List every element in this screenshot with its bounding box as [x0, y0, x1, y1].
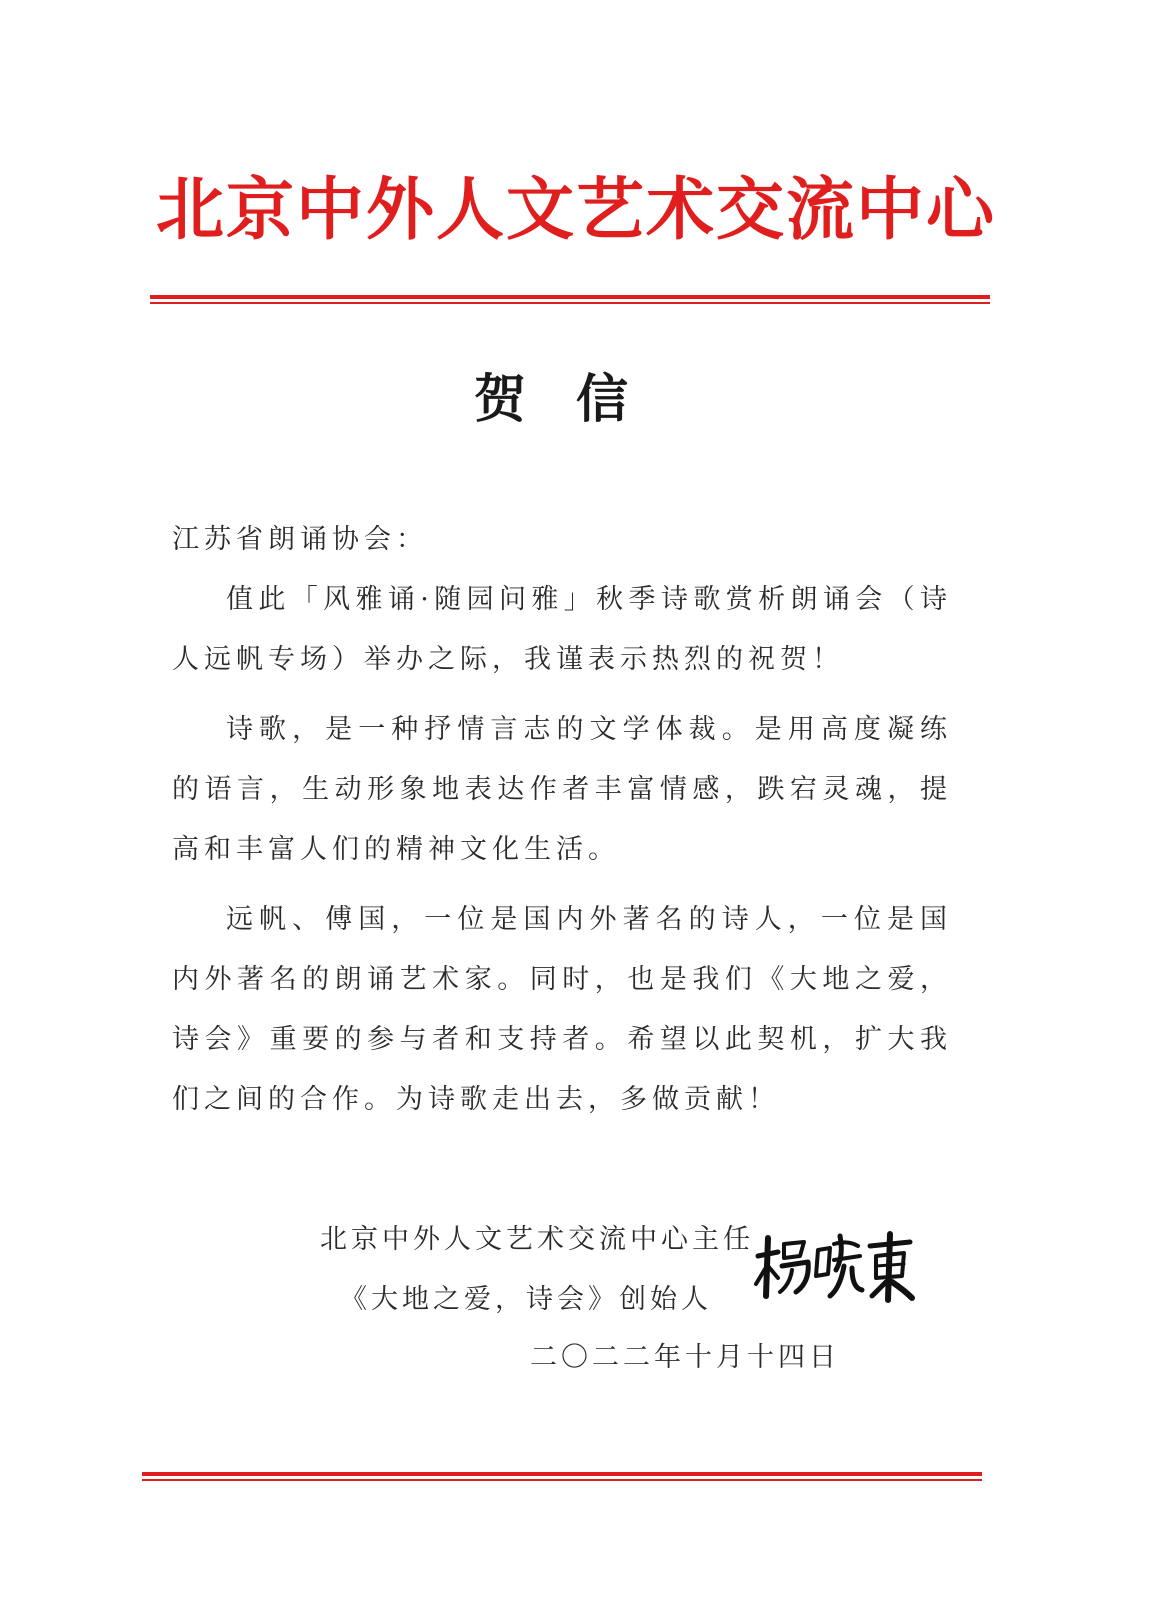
signer-org-title: 北京中外人文艺术交流中心主任	[320, 1224, 754, 1255]
letter-body	[172, 510, 952, 1140]
letterhead-organization: 北京中外人文艺术交流中心	[155, 170, 996, 250]
letter-salutation: 江苏省朗诵协会：	[172, 524, 428, 555]
letter-paragraph-3: 远帆、傅国，一位是国内外著名的诗人，一位是国内外著名的朗诵艺术家。同时，也是我们《大地之爱，诗会》重要的参与者和支持者。希望以此契机，扩大我们之间的合作。为诗歌走出去，多做贡献！	[172, 904, 952, 1115]
signer-role: 《大地之爱，诗会》创始人	[340, 1284, 712, 1315]
letter-paragraph-1: 值此「风雅诵·随园问雅」秋季诗歌赏析朗诵会（诗人远帆专场）举办之际，我谨表示热烈的祝贺！	[172, 584, 952, 675]
letter-title: 贺信	[473, 370, 678, 430]
signature-block	[320, 1220, 960, 1400]
handwritten-signature	[748, 1226, 918, 1306]
letter-paragraph-2: 诗歌，是一种抒情言志的文学体裁。是用高度凝练的语言，生动形象地表达作者丰富情感，跌宕灵魂，提高和丰富人们的精神文化生活。	[172, 714, 952, 865]
letterhead-top-rule	[150, 295, 990, 304]
letter-date: 二〇二二年十月十四日	[530, 1342, 840, 1373]
letterhead-bottom-rule	[142, 1472, 982, 1481]
